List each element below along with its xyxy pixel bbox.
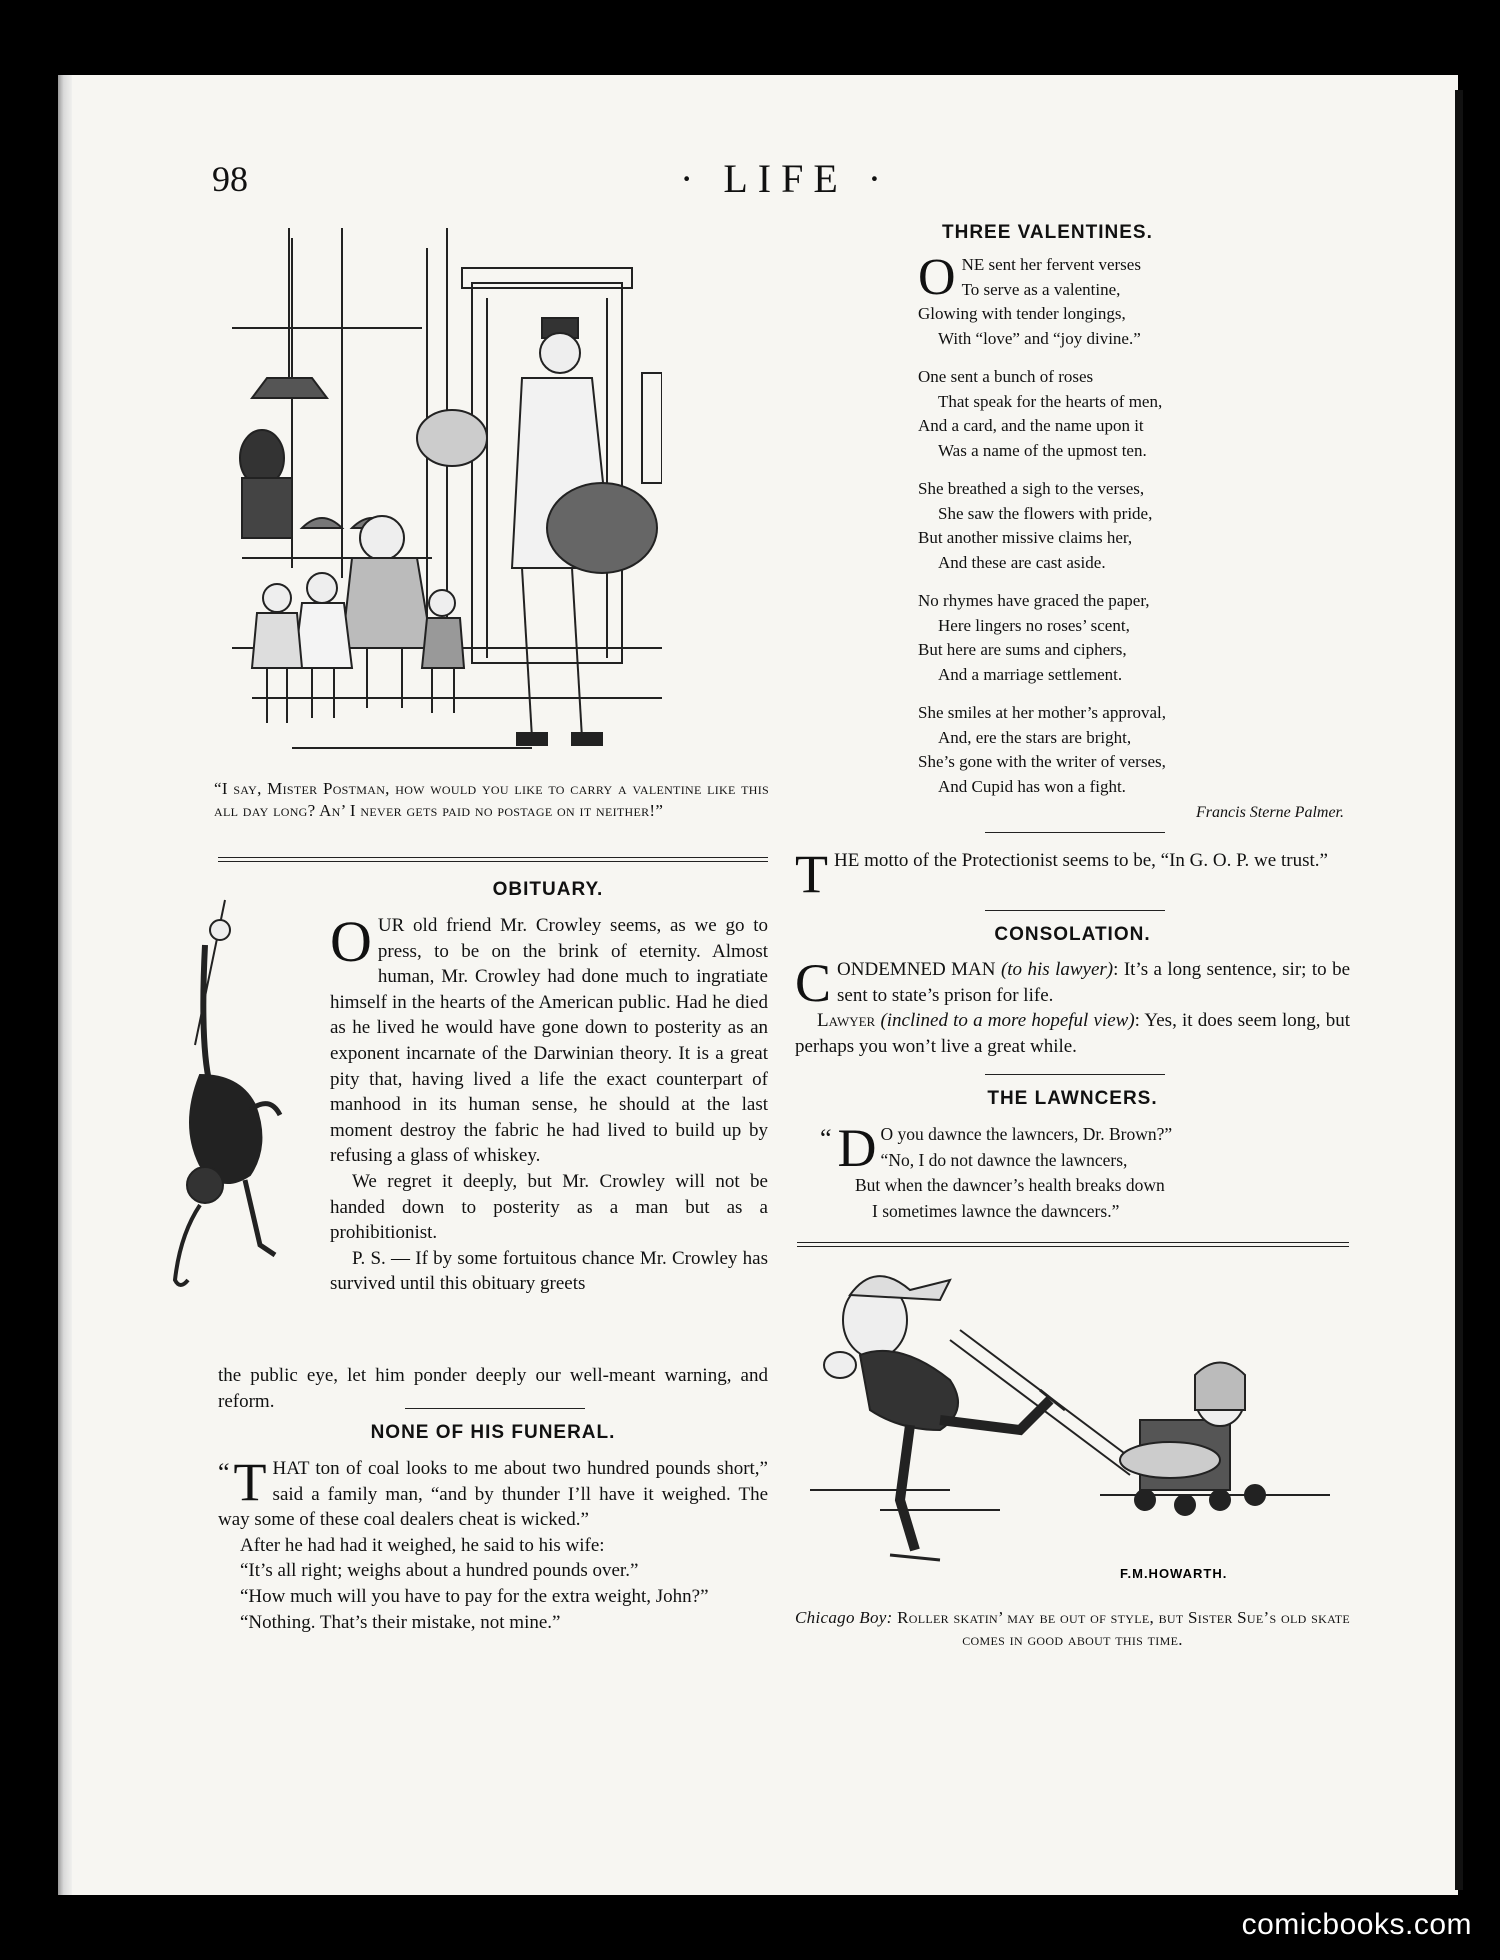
- caption-speaker: Chicago Boy:: [795, 1608, 893, 1627]
- poem-line: But here are sums and ciphers,: [918, 640, 1127, 659]
- illustration-spacer: [218, 913, 330, 1363]
- poem-stanza: [918, 701, 1358, 799]
- dialogue-line: : It’s a long sentence, sir; to be sent to state’s prison for life.: [837, 959, 1351, 1006]
- dialogue-line: : Yes, it does seem long, but perhaps you won’t live a great while.: [795, 1010, 1351, 1057]
- poem-line: With “love” and “joy divine.”: [938, 328, 1141, 348]
- funeral-paragraph: “Nothing. That’s their mistake, not mine.”: [240, 1611, 561, 1633]
- stage-direction: (inclined to a more hopeful view): [880, 1010, 1135, 1032]
- drop-cap: D: [837, 1118, 877, 1178]
- motto-text: HE motto of the Protectionist seems to be, “In G. O. P. we trust.”: [834, 850, 1328, 871]
- poem-line: O you dawnce the lawncers, Dr. Brown?”: [880, 1124, 1173, 1144]
- speaker-condemned-man: ONDEMNED MAN: [837, 959, 996, 980]
- poem-stanza: [918, 365, 1358, 463]
- page-edge: [58, 75, 72, 1895]
- poem-line: She’s gone with the writer of verses,: [918, 752, 1166, 771]
- funeral-text: [218, 1452, 768, 1635]
- poem-line: And a marriage settlement.: [938, 664, 1123, 684]
- skater-caption: [795, 1607, 1350, 1651]
- section-divider: [218, 857, 768, 862]
- drop-cap: C: [795, 953, 832, 1013]
- skater-illustration: [800, 1260, 1340, 1600]
- obituary-paragraph: UR old friend Mr. Crowley seems, as we go to press, to be on the brink of eternity. Almost human, Mr. Crowley had done much to ingratiate himself in the hearts of the American public. Had he died as he lived he would have gone down to posterity as an exponent incarnate of the Darwinian theory. It is a great pity that, having lived a life the exact counterpart of manhood in its human sense, he should at the last moment destroy the fabric he had lived to build up by refusing a glass of whiskey.: [330, 915, 768, 1167]
- drop-cap: O: [330, 909, 372, 974]
- obituary-title: OBITUARY.: [492, 879, 604, 900]
- poem-stanza: [918, 477, 1358, 575]
- poem-line: She smiles at her mother’s approval,: [918, 703, 1167, 722]
- funeral-paragraph: HAT ton of coal looks to me about two hundred pounds short,” said a family man, “and by thunder I’ll have it weighed. The way some of these coal dealers cheat is wicked.”: [218, 1458, 768, 1531]
- consolation-title: CONSOLATION.: [994, 924, 1151, 945]
- drop-cap: T: [795, 844, 828, 904]
- valentines-title: THREE VALENTINES.: [942, 222, 1153, 243]
- poem-line: NE sent her fervent verses: [961, 255, 1141, 274]
- poem-line: Was a name of the upmost ten.: [938, 440, 1147, 460]
- poem-line: And Cupid has won a fight.: [938, 776, 1126, 796]
- short-rule: [985, 910, 1165, 911]
- obituary-paragraph: P. S. — If by some fortuitous chance Mr. Crowley has survived until this obituary greets: [330, 1247, 768, 1295]
- poem-line: But another missive claims her,: [918, 528, 1133, 547]
- page-number: 98: [212, 159, 248, 199]
- poem-stanza: [918, 249, 1358, 351]
- poem-line: And these are cast aside.: [938, 552, 1106, 572]
- poem-line: Here lingers no roses’ scent,: [938, 615, 1130, 635]
- obituary-text: [218, 909, 768, 1414]
- poem-line: That speak for the hearts of men,: [938, 391, 1163, 411]
- poem-line: I sometimes lawnce the dawncers.”: [872, 1200, 1120, 1221]
- drop-cap: T: [233, 1452, 267, 1512]
- poem-line: Glowing with tender longings,: [918, 304, 1126, 323]
- artist-signature: F.M.HOWARTH.: [1120, 1566, 1228, 1581]
- obituary-paragraph: the public eye, let him ponder deeply our well-meant warning, and reform.: [218, 1365, 768, 1412]
- poem-line: She breathed a sigh to the verses,: [918, 479, 1145, 498]
- poem-author: Francis Sterne Palmer.: [1196, 804, 1344, 821]
- poem-line: And a card, and the name upon it: [918, 416, 1144, 435]
- postman-illustration: [232, 228, 662, 773]
- funeral-paragraph: “It’s all right; weighs about a hundred pounds over.”: [240, 1560, 639, 1582]
- caption-text: Roller skatin’ may be out of style, but Sister Sue’s old skate comes in good about this time.: [897, 1608, 1350, 1649]
- short-rule: [985, 1074, 1165, 1075]
- masthead: · LIFE ·: [680, 156, 892, 201]
- obituary-paragraph: We regret it deeply, but Mr. Crowley will not be handed down to posterity as a man but as a prohibitionist.: [330, 1170, 768, 1244]
- valentines-poem: [918, 249, 1358, 826]
- poem-stanza: [918, 589, 1358, 687]
- lawncers-title: THE LAWNCERS.: [987, 1088, 1158, 1109]
- binding-edge: [1455, 90, 1463, 1890]
- open-quote: “: [218, 1458, 230, 1487]
- stage-direction: (to his lawyer): [1000, 959, 1114, 980]
- motto-paragraph: [795, 844, 1350, 904]
- poem-line: She saw the flowers with pride,: [938, 503, 1153, 523]
- lawncers-poem: [820, 1118, 1340, 1224]
- speaker-lawyer: Lawyer: [817, 1010, 876, 1032]
- drop-cap: O: [918, 249, 956, 306]
- site-watermark: comicbooks.com: [1241, 1908, 1472, 1941]
- postman-caption: “I say, Mister Postman, how would you like to carry a valentine like this all day long? An’ I never gets paid no postage on it neither!”: [214, 779, 769, 820]
- section-divider: [797, 1242, 1349, 1247]
- short-rule: [985, 832, 1165, 833]
- funeral-title: NONE OF HIS FUNERAL.: [370, 1422, 616, 1443]
- consolation-text: [795, 953, 1351, 1059]
- poem-line: But when the dawncer’s health breaks down: [855, 1175, 1165, 1195]
- poem-line: And, ere the stars are bright,: [938, 727, 1132, 747]
- open-quote: “: [820, 1124, 832, 1153]
- short-rule: [405, 1408, 585, 1409]
- poem-line: One sent a bunch of roses: [918, 367, 1094, 386]
- funeral-paragraph: “How much will you have to pay for the extra weight, John?”: [240, 1585, 709, 1607]
- poem-line: No rhymes have graced the paper,: [918, 591, 1150, 610]
- funeral-paragraph: After he had had it weighed, he said to his wife:: [240, 1534, 605, 1556]
- poem-line: To serve as a valentine,: [961, 279, 1121, 299]
- poem-line: “No, I do not dawnce the lawncers,: [880, 1149, 1128, 1170]
